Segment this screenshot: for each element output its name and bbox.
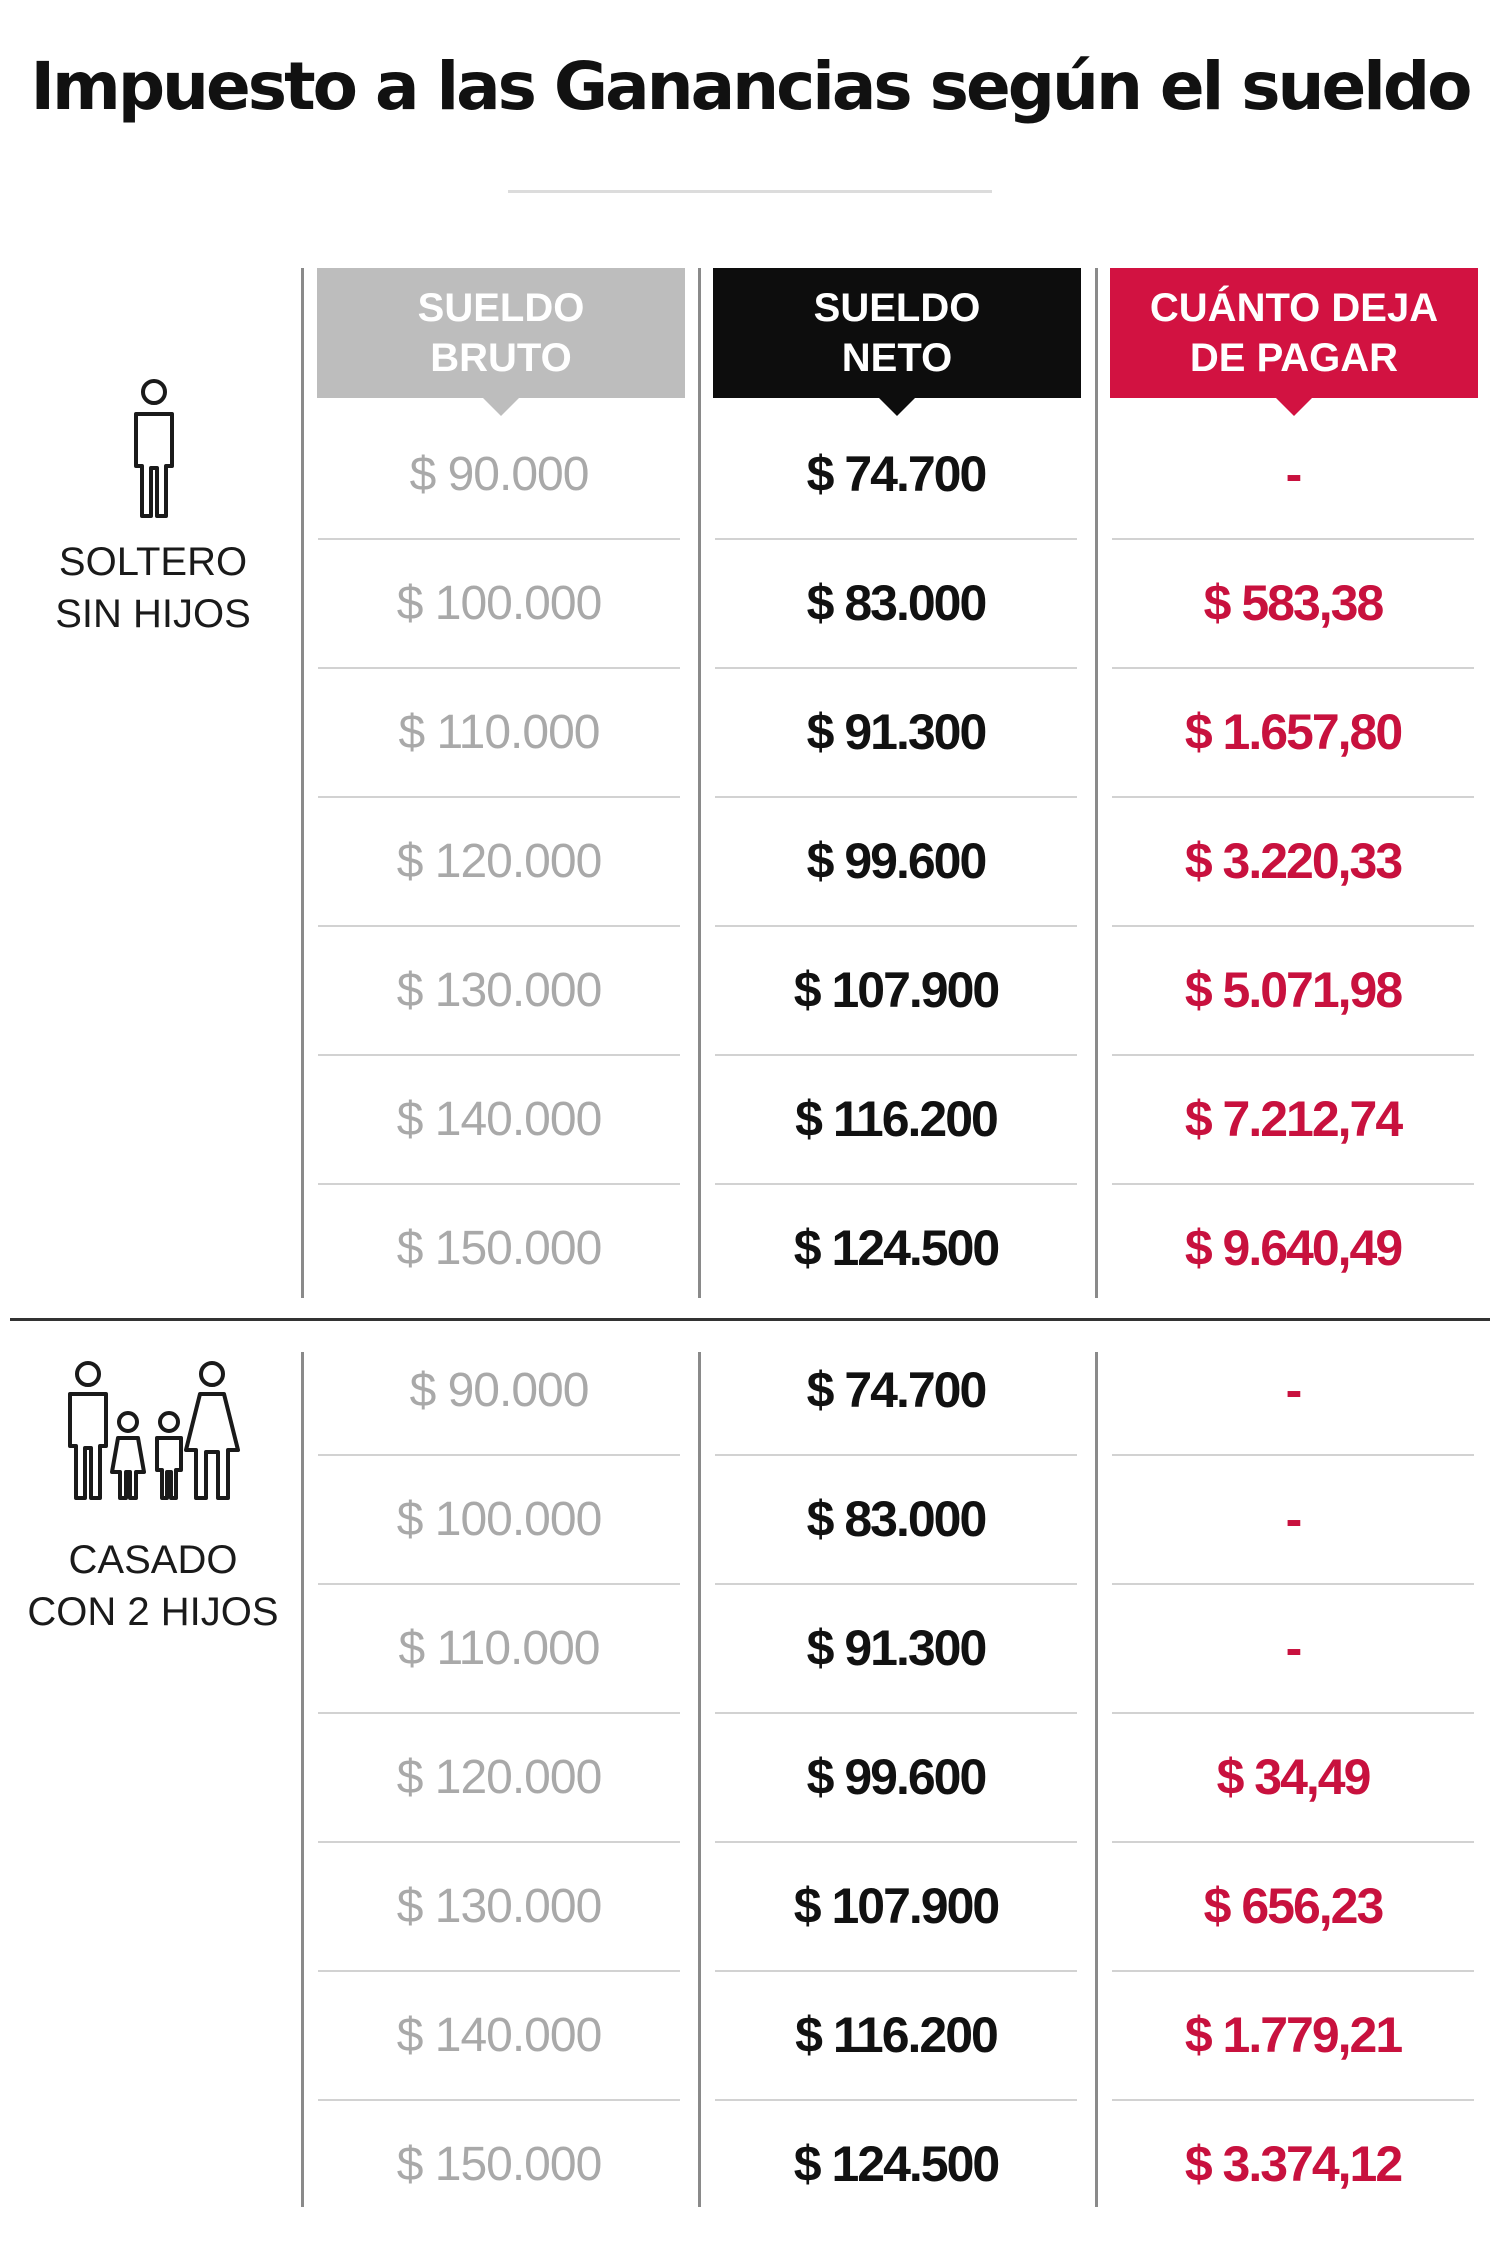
- column-divider: [1095, 268, 1098, 1298]
- single-person-icon: [126, 378, 182, 520]
- header-sueldo-neto-label: SUELDO NETO: [813, 286, 981, 380]
- cell-deja: -: [1285, 1620, 1301, 1676]
- cell-deja: -: [1285, 1362, 1301, 1418]
- cell-bruto: $ 90.000: [409, 447, 589, 501]
- cell-bruto: $ 100.000: [396, 1492, 602, 1546]
- header-cuanto-deja-label: CUÁNTO DEJA DE PAGAR: [1149, 286, 1439, 380]
- cell-bruto: $ 150.000: [396, 1221, 602, 1275]
- cell-deja: $ 5.071,98: [1184, 962, 1402, 1018]
- cell-neto: $ 74.700: [806, 1362, 986, 1418]
- page-title: Impuesto a las Ganancias según el sueldo: [30, 48, 1470, 125]
- column-divider: [698, 268, 701, 1298]
- cell-bruto: $ 120.000: [396, 1750, 602, 1804]
- cell-neto: $ 107.900: [793, 962, 999, 1018]
- cell-deja: -: [1285, 1491, 1301, 1547]
- cell-deja: $ 583,38: [1203, 575, 1383, 631]
- cell-neto: $ 83.000: [806, 1491, 986, 1547]
- family-icon: [60, 1360, 248, 1502]
- cell-bruto: $ 150.000: [396, 2137, 602, 2191]
- header-sueldo-bruto-label: SUELDO BRUTO: [417, 286, 585, 380]
- cell-neto: $ 74.700: [806, 446, 986, 502]
- group-label-casado: CASADO CON 2 HIJOS: [27, 1538, 279, 1634]
- cell-deja: $ 7.212,74: [1184, 1091, 1402, 1147]
- column-divider: [301, 1352, 304, 2207]
- cell-bruto: $ 140.000: [396, 1092, 602, 1146]
- cell-deja: $ 34,49: [1216, 1749, 1370, 1805]
- cell-bruto: $ 140.000: [396, 2008, 602, 2062]
- title-divider: [508, 190, 992, 193]
- cell-deja: $ 3.220,33: [1184, 833, 1402, 889]
- cell-neto: $ 107.900: [793, 1878, 999, 1934]
- cell-bruto: $ 130.000: [396, 963, 602, 1017]
- cell-deja: $ 656,23: [1203, 1878, 1383, 1934]
- cell-deja: -: [1285, 446, 1301, 502]
- cell-neto: $ 116.200: [795, 2007, 997, 2063]
- cell-neto: $ 83.000: [806, 575, 986, 631]
- cell-bruto: $ 90.000: [409, 1363, 589, 1417]
- column-divider: [1095, 1352, 1098, 2207]
- cell-neto: $ 99.600: [806, 1749, 986, 1805]
- header-sueldo-bruto: [317, 268, 685, 398]
- cell-bruto: $ 110.000: [398, 1621, 600, 1675]
- cell-deja: $ 1.657,80: [1184, 704, 1402, 760]
- header-cuanto-deja-de-pagar: [1110, 268, 1478, 398]
- cell-neto: $ 124.500: [793, 2136, 999, 2192]
- cell-deja: $ 9.640,49: [1184, 1220, 1402, 1276]
- cell-bruto: $ 130.000: [396, 1879, 602, 1933]
- cell-neto: $ 91.300: [806, 1620, 986, 1676]
- group-label-soltero: SOLTERO SIN HIJOS: [55, 540, 251, 636]
- cell-deja: $ 3.374,12: [1184, 2136, 1402, 2192]
- cell-bruto: $ 100.000: [396, 576, 602, 630]
- cell-neto: $ 124.500: [793, 1220, 999, 1276]
- group-separator: [10, 1318, 1490, 1321]
- cell-deja: $ 1.779,21: [1184, 2007, 1402, 2063]
- column-divider: [698, 1352, 701, 2207]
- column-divider: [301, 268, 304, 1298]
- cell-neto: $ 99.600: [806, 833, 986, 889]
- header-sueldo-neto: [713, 268, 1081, 398]
- cell-bruto: $ 120.000: [396, 834, 602, 888]
- cell-bruto: $ 110.000: [398, 705, 600, 759]
- cell-neto: $ 91.300: [806, 704, 986, 760]
- cell-neto: $ 116.200: [795, 1091, 997, 1147]
